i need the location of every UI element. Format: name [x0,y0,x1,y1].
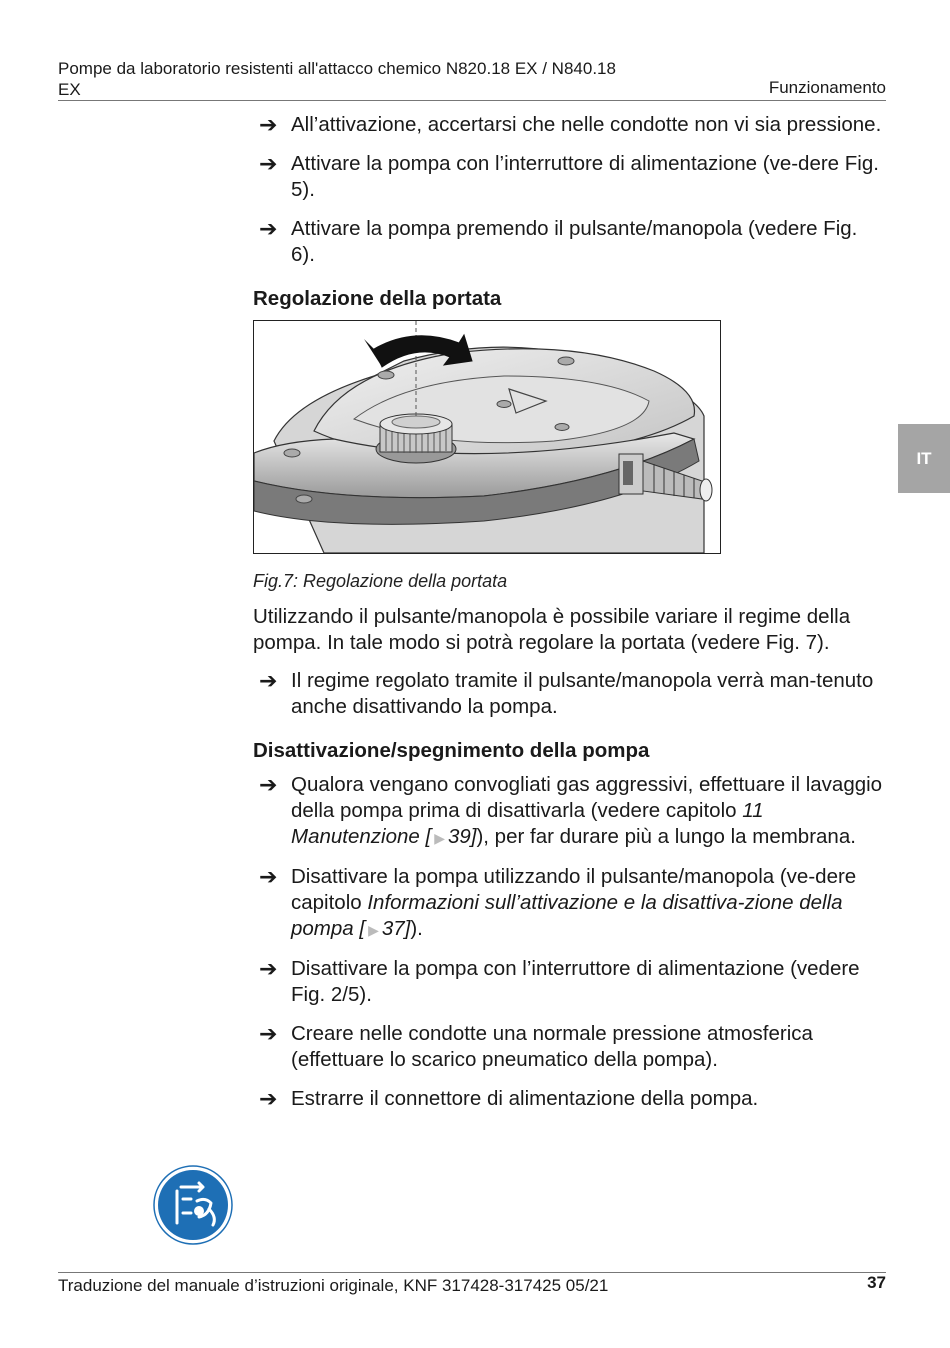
header-section: Funzionamento [768,78,886,97]
language-tab[interactable]: IT [898,424,950,493]
pump-flow-regulation-figure [253,320,721,554]
list-item [253,1086,883,1112]
list-item-text: All’attivazione, accertarsi che nelle condotte non vi sia pressione. [291,113,882,136]
header-title: Pompe da laboratorio resistenti all'attacco chemico N820.18 EX / N840.18 EX [58,59,616,99]
figure-caption: Fig.7: Regolazione della portata [253,571,508,591]
footer-divider [58,1272,886,1273]
list-item [253,216,883,268]
list-item [253,956,883,1008]
list-item [253,151,883,203]
page-number: 37 [867,1273,886,1292]
pump-illustration [254,321,720,553]
section-heading: Regolazione della portata [253,287,502,310]
arrow-right-icon: ➔ [259,1021,278,1046]
list-item-text: Il regime regolato tramite il pulsante/manopola verrà man-tenuto anche disattivando la pompa. [291,669,874,718]
footer-text: Traduzione del manuale d’istruzioni originale, KNF 317428-317425 05/21 [58,1276,609,1295]
arrow-right-icon: ➔ [259,151,278,176]
list-item [253,668,883,720]
list-item-text: Estrarre il connettore di alimentazione della pompa. [291,1087,759,1110]
arrow-right-icon: ➔ [259,112,278,137]
list-item [253,772,883,851]
list-item-text: Qualora vengano convogliati gas aggressivi, effettuare il lavaggio della pompa prima di disattivarla (vedere capitolo 11 Manutenzione [ ▶ 39]), per far durare più a lungo la membrana. [291,773,882,848]
arrow-right-icon: ➔ [259,956,278,981]
page-content [253,112,883,1125]
list-item-text: Disattivare la pompa utilizzando il pulsante/manopola (ve-dere capitolo Informazioni sull’attivazione e la disattiva-zione della pompa [ ▶ 37]). [291,865,856,940]
list-item [253,112,883,138]
list-item [253,864,883,943]
page-ref-icon: ▶ [368,922,379,938]
chapter-link[interactable]: Informazioni sull’attivazione e la disattiva-zione della pompa [ ▶ 37] [291,891,843,940]
list-item-text: Creare nelle condotte una normale pressione atmosferica (effettuare lo scarico pneumatico della pompa). [291,1022,813,1071]
arrow-right-icon: ➔ [259,772,278,797]
arrow-right-icon: ➔ [259,216,278,241]
arrow-right-icon: ➔ [259,864,278,889]
paragraph: Utilizzando il pulsante/manopola è possibile variare il regime della pompa. In tale modo si potrà regolare la portata (vedere Fig. 7). [253,605,851,654]
page-ref-icon: ▶ [434,830,445,846]
list-item [253,1021,883,1073]
header-divider [58,100,886,101]
chapter-link[interactable]: 11 Manutenzione [ ▶ 39] [291,799,764,848]
section-heading: Disattivazione/spegnimento della pompa [253,739,650,762]
arrow-right-icon: ➔ [259,668,278,693]
arrow-right-icon: ➔ [259,1086,278,1111]
unplug-mains-sign-icon [153,1165,233,1245]
list-item-text: Disattivare la pompa con l’interruttore di alimentazione (vedere Fig. 2/5). [291,957,860,1006]
list-item-text: Attivare la pompa con l’interruttore di alimentazione (ve-dere Fig. 5). [291,152,879,201]
list-item-text: Attivare la pompa premendo il pulsante/manopola (vedere Fig. 6). [291,217,858,266]
